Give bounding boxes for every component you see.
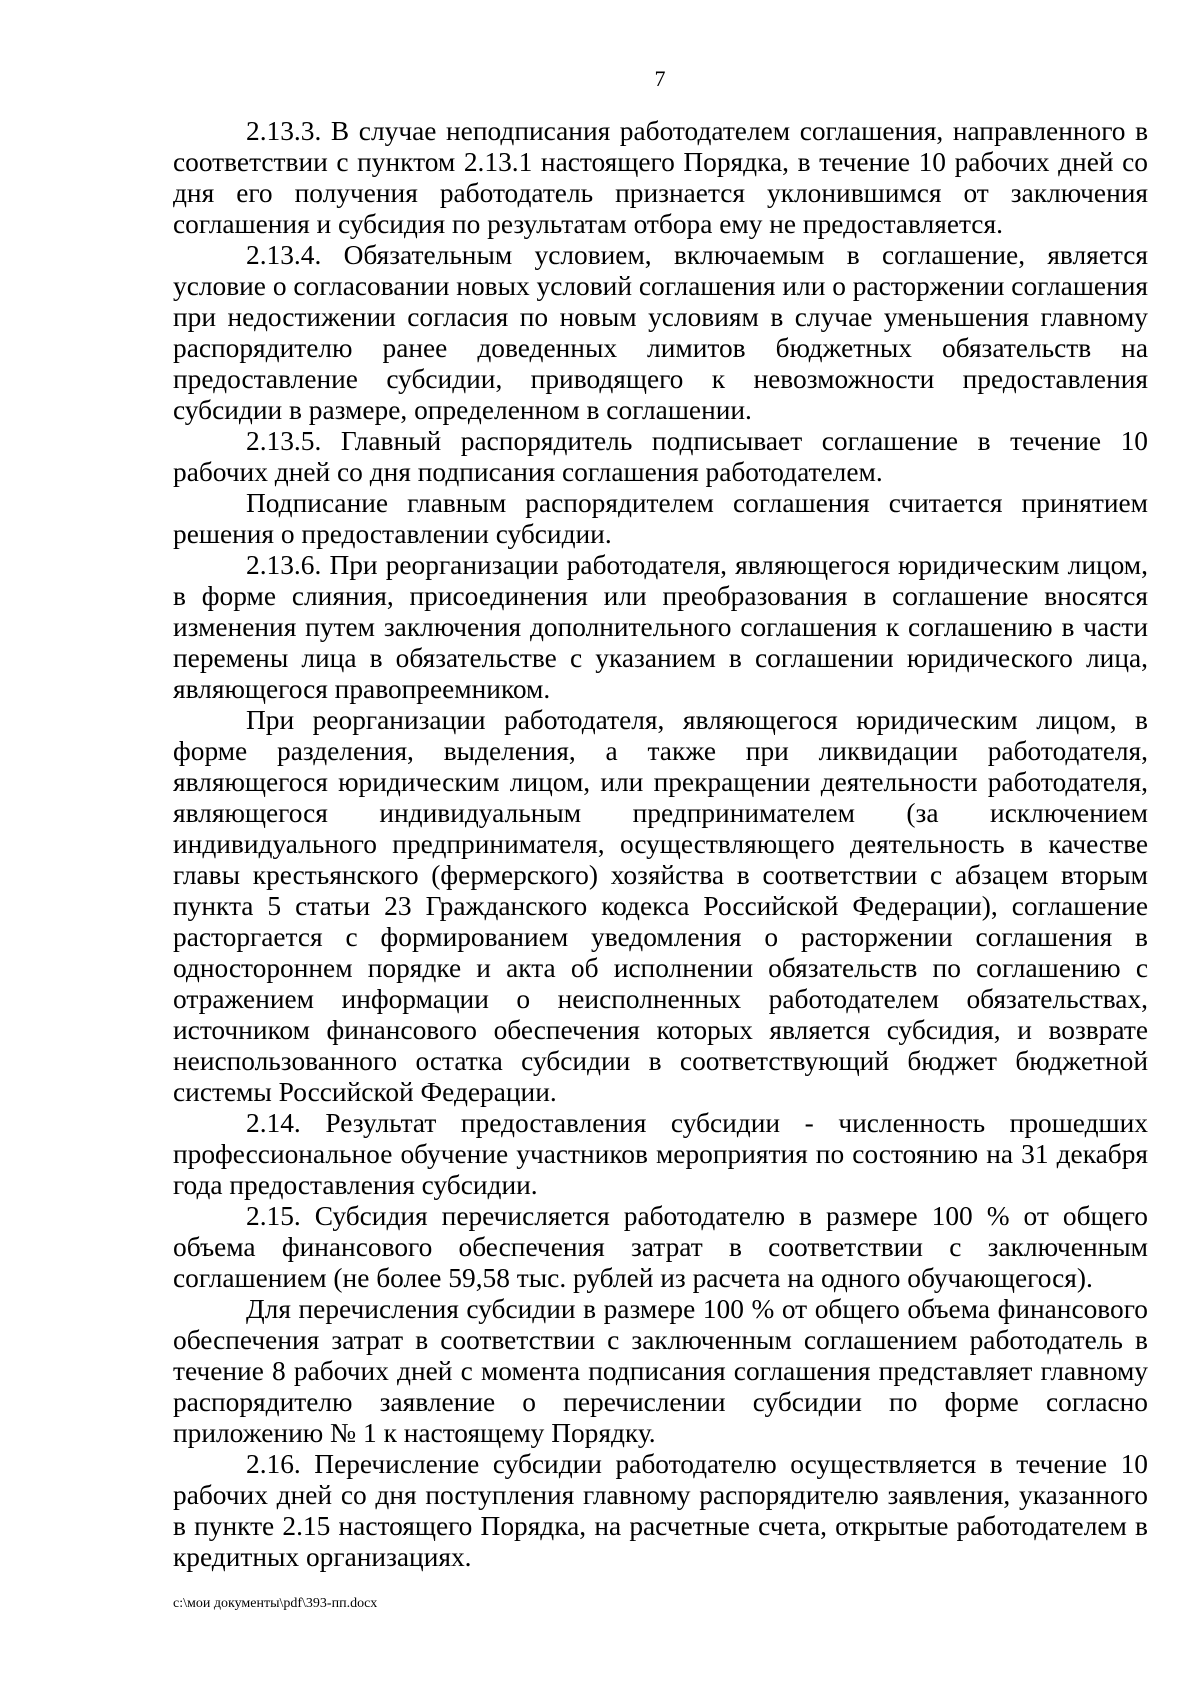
footer-file-path: c:\мои документы\pdf\393-пп.docx xyxy=(173,1596,378,1611)
paragraph-signing-decision: Подписание главным распорядителем соглашения считается принятием решения о предоставлении субсидии. xyxy=(173,488,1148,549)
page-number: 7 xyxy=(654,66,666,91)
paragraph-2-13-4: 2.13.4. Обязательным условием, включаемым в соглашение, является условие о согласовании новых условий соглашения или о расторжении соглашения при недостижении согласия по новым условиям в случае уменьшения главному распорядителю ранее доведенных лимитов бюджетных обязательств на предоставление субсидии, приводящего к невозможности предоставления субсидии в размере, определенном в соглашении. xyxy=(173,240,1148,425)
paragraph-2-14: 2.14. Результат предоставления субсидии - численность прошедших профессиональное обучение участников мероприятия по состоянию на 31 декабря года предоставления субсидии. xyxy=(173,1108,1148,1200)
paragraph-reorganization-termination: При реорганизации работодателя, являющегося юридическим лицом, в форме разделения, выделения, а также при ликвидации работодателя, являющегося юридическим лицом, или прекращении деятельности работодателя, являющегося индивидуальным предпринимателем (за исключением индивидуального предпринимателя, осуществляющего деятельность в качестве главы крестьянского (фермерского) хозяйства в соответствии с абзацем вторым пункта 5 статьи 23 Гражданского кодекса Российской Федерации), соглашение расторгается с формированием уведомления о расторжении соглашения в одностороннем порядке и акта об исполнении обязательств по соглашению с отражением информации о неисполненных работодателем обязательствах, источником финансового обеспечения которых является субсидия, и возврате неиспользованного остатка субсидии в соответствующий бюджет бюджетной системы Российской Федерации. xyxy=(173,705,1148,1107)
paragraph-2-16: 2.16. Перечисление субсидии работодателю осуществляется в течение 10 рабочих дней со дня поступления главному распорядителю заявления, указанного в пункте 2.15 настоящего Порядка, на расчетные счета, открытые работодателем в кредитных организациях. xyxy=(173,1449,1148,1572)
paragraph-2-15: 2.15. Субсидия перечисляется работодателю в размере 100 % от общего объема финансового обеспечения затрат в соответствии с заключенным соглашением (не более 59,58 тыс. рублей из расчета на одного обучающегося). xyxy=(173,1201,1148,1293)
document-body xyxy=(173,116,1148,1573)
paragraph-transfer-application: Для перечисления субсидии в размере 100 % от общего объема финансового обеспечения затрат в соответствии с заключенным соглашением работодатель в течение 8 рабочих дней с момента подписания соглашения представляет главному распорядителю заявление о перечислении субсидии по форме согласно приложению № 1 к настоящему Порядку. xyxy=(173,1294,1148,1448)
paragraph-2-13-3: 2.13.3. В случае неподписания работодателем соглашения, направленного в соответствии с пунктом 2.13.1 настоящего Порядка, в течение 10 рабочих дней со дня его получения работодатель признается уклонившимся от заключения соглашения и субсидия по результатам отбора ему не предоставляется. xyxy=(173,116,1148,239)
paragraph-2-13-6: 2.13.6. При реорганизации работодателя, являющегося юридическим лицом, в форме слияния, присоединения или преобразования в соглашение вносятся изменения путем заключения дополнительного соглашения к соглашению в части перемены лица в обязательстве с указанием в соглашении юридического лица, являющегося правопреемником. xyxy=(173,550,1148,704)
paragraph-2-13-5: 2.13.5. Главный распорядитель подписывает соглашение в течение 10 рабочих дней со дня подписания соглашения работодателем. xyxy=(173,426,1148,487)
